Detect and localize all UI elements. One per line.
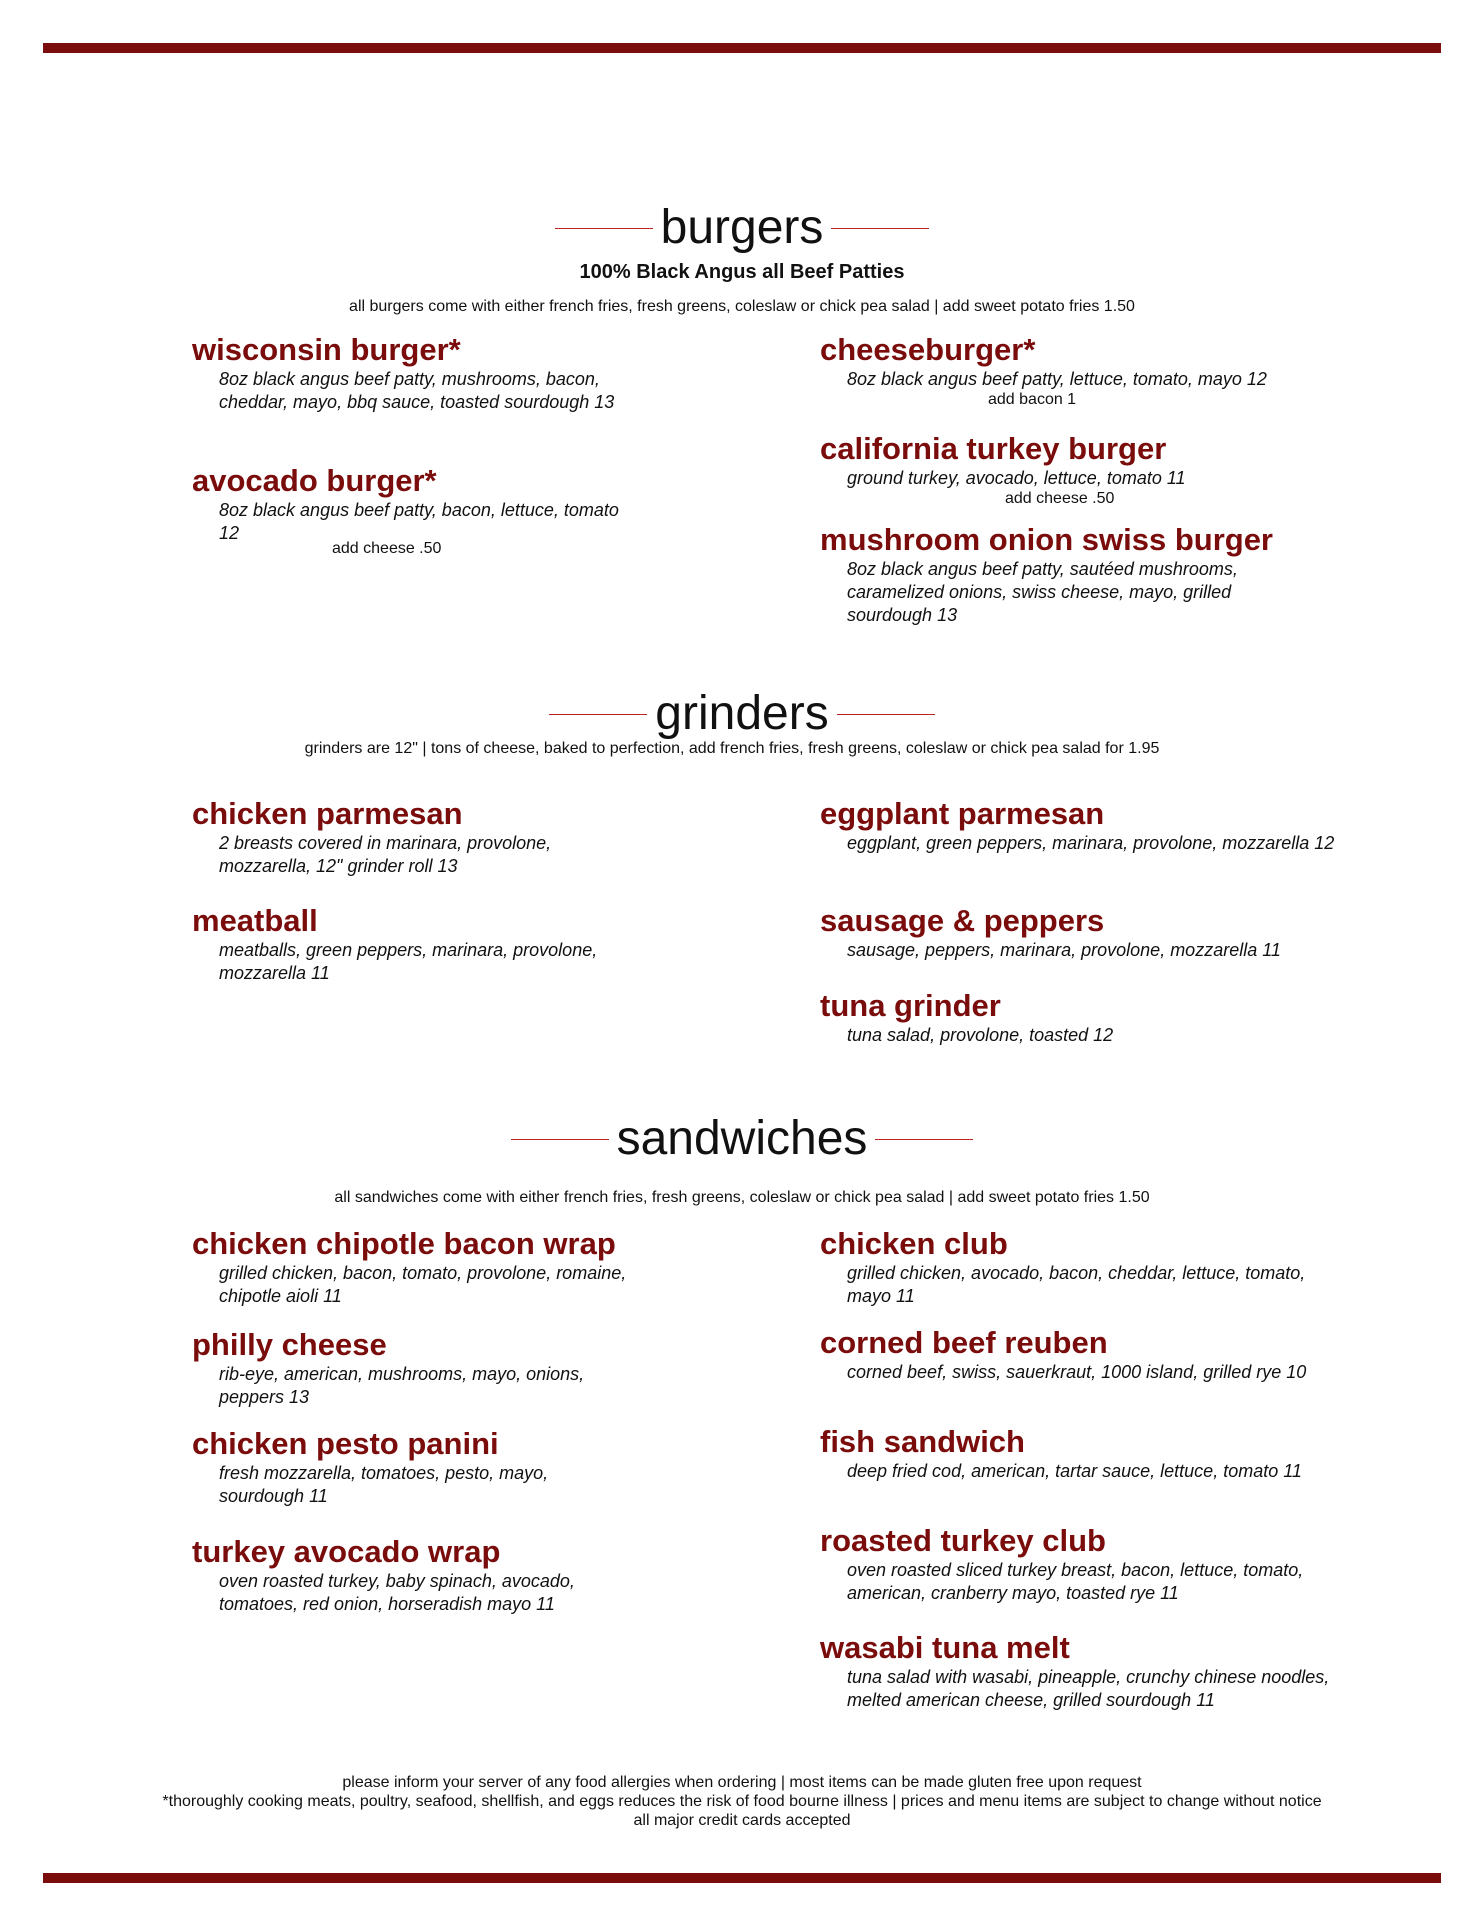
menu-item [192,1226,632,1308]
item-description: 8oz black angus beef patty, sautéed mushrooms, caramelized onions, swiss cheese, mayo, grilled sourdough 13 [847,559,1238,625]
sandwiches-heading [0,1111,1484,1167]
item-description: tuna salad with wasabi, pineapple, crunchy chinese noodles, melted american cheese, grilled sourdough 11 [847,1667,1330,1710]
item-extra: add cheese .50 [1005,490,1115,507]
item-extra: add cheese .50 [332,540,442,557]
item-description: 8oz black angus beef patty, mushrooms, bacon, cheddar, mayo, bbq sauce, toasted sourdough 13 [219,369,615,412]
item-description: oven roasted sliced turkey breast, bacon, lettuce, tomato, american, cranberry mayo, toasted rye 11 [847,1560,1304,1603]
item-extra: add bacon 1 [988,391,1077,408]
footer-notes [0,1773,1484,1830]
item-name: chicken parmesan [192,796,463,831]
item-description: ground turkey, avocado, lettuce, tomato 11 [847,468,1186,488]
item-name: chicken chipotle bacon wrap [192,1226,616,1261]
menu-item [820,903,1380,962]
menu-item [820,522,1300,627]
item-name: cheeseburger* [820,332,1036,367]
item-description: 2 breasts covered in marinara, provolone, mozzarella, 12" grinder roll 13 [219,833,552,876]
menu-item [820,1325,1330,1384]
item-description: rib-eye, american, mushrooms, mayo, onions, peppers 13 [219,1364,585,1407]
item-description: fresh mozzarella, tomatoes, pesto, mayo, sourdough 11 [219,1463,549,1506]
item-name: eggplant parmesan [820,796,1105,831]
item-name: chicken pesto panini [192,1426,499,1461]
item-name: tuna grinder [820,988,1001,1023]
item-name: avocado burger* [192,463,437,498]
menu-item [820,796,1360,855]
menu-item [192,332,622,414]
item-description: sausage, peppers, marinara, provolone, mozzarella 11 [847,940,1281,960]
item-description: 8oz black angus beef patty, bacon, lettuce, tomato 12 [219,500,619,543]
heading-left-line [511,1139,609,1140]
item-description: deep fried cod, american, tartar sauce, lettuce, tomato 11 [847,1461,1302,1481]
item-name: fish sandwich [820,1424,1025,1459]
item-description: grilled chicken, bacon, tomato, provolone, romaine, chipotle aioli 11 [219,1263,627,1306]
menu-item [192,796,632,878]
item-name: wasabi tuna melt [820,1630,1070,1665]
burgers-note: all burgers come with either french fries, fresh greens, coleslaw or chick pea salad | add sweet potato fries 1.50 [349,298,1135,315]
item-name: chicken club [820,1226,1008,1261]
heading-left-line [555,228,653,229]
menu-item [820,431,1340,508]
heading-right-line [831,228,929,229]
item-name: meatball [192,903,318,938]
top-border-rule [43,43,1441,53]
heading-right-line [875,1139,973,1140]
section-title: grinders [655,687,829,740]
menu-item [192,1327,632,1409]
item-description: grilled chicken, avocado, bacon, cheddar, lettuce, tomato, mayo 11 [847,1263,1306,1306]
burgers-heading [0,200,1484,256]
section-title: burgers [660,201,824,254]
sandwiches-note: all sandwiches come with either french fries, fresh greens, coleslaw or chick pea salad | add sweet potato fries 1.50 [334,1189,1150,1206]
menu-item [192,1534,632,1616]
item-description: meatballs, green peppers, marinara, provolone, mozzarella 11 [219,940,598,983]
heading-right-line [837,714,935,715]
item-description: corned beef, swiss, sauerkraut, 1000 island, grilled rye 10 [847,1362,1307,1382]
menu-item [192,463,622,557]
menu-item [192,1426,632,1508]
item-description: 8oz black angus beef patty, lettuce, tomato, mayo 12 [847,369,1267,389]
menu-item [192,903,642,985]
heading-left-line [549,714,647,715]
menu-item [820,1523,1360,1605]
grinders-note: grinders are 12" | tons of cheese, baked to perfection, add french fries, fresh greens, coleslaw or chick pea salad for 1.95 [304,740,1160,757]
menu-item [820,1424,1330,1483]
grinders-heading [0,686,1484,742]
item-name: california turkey burger [820,431,1167,466]
burgers-subtitle: 100% Black Angus all Beef Patties [579,261,905,283]
food-safety-note: *thoroughly cooking meats, poultry, seafood, shellfish, and eggs reduces the risk of food bourne illness | prices and menu items are subject to change without notice [162,1793,1322,1810]
item-name: sausage & peppers [820,903,1105,938]
menu-item [820,1630,1360,1712]
menu-item [820,988,1340,1047]
item-name: mushroom onion swiss burger [820,522,1273,557]
menu-item [820,1226,1320,1308]
allergy-note: please inform your server of any food allergies when ordering | most items can be made gluten free upon request [342,1774,1142,1791]
item-name: roasted turkey club [820,1523,1106,1558]
item-name: corned beef reuben [820,1325,1108,1360]
section-title: sandwiches [616,1112,868,1165]
item-description: eggplant, green peppers, marinara, provolone, mozzarella 12 [847,833,1335,853]
bottom-border-rule [43,1873,1441,1883]
credit-card-note: all major credit cards accepted [633,1812,851,1829]
item-description: oven roasted turkey, baby spinach, avocado, tomatoes, red onion, horseradish mayo 11 [219,1571,575,1614]
item-name: wisconsin burger* [192,332,461,367]
item-name: philly cheese [192,1327,387,1362]
item-name: turkey avocado wrap [192,1534,501,1569]
item-description: tuna salad, provolone, toasted 12 [847,1025,1114,1045]
menu-item [820,332,1340,409]
